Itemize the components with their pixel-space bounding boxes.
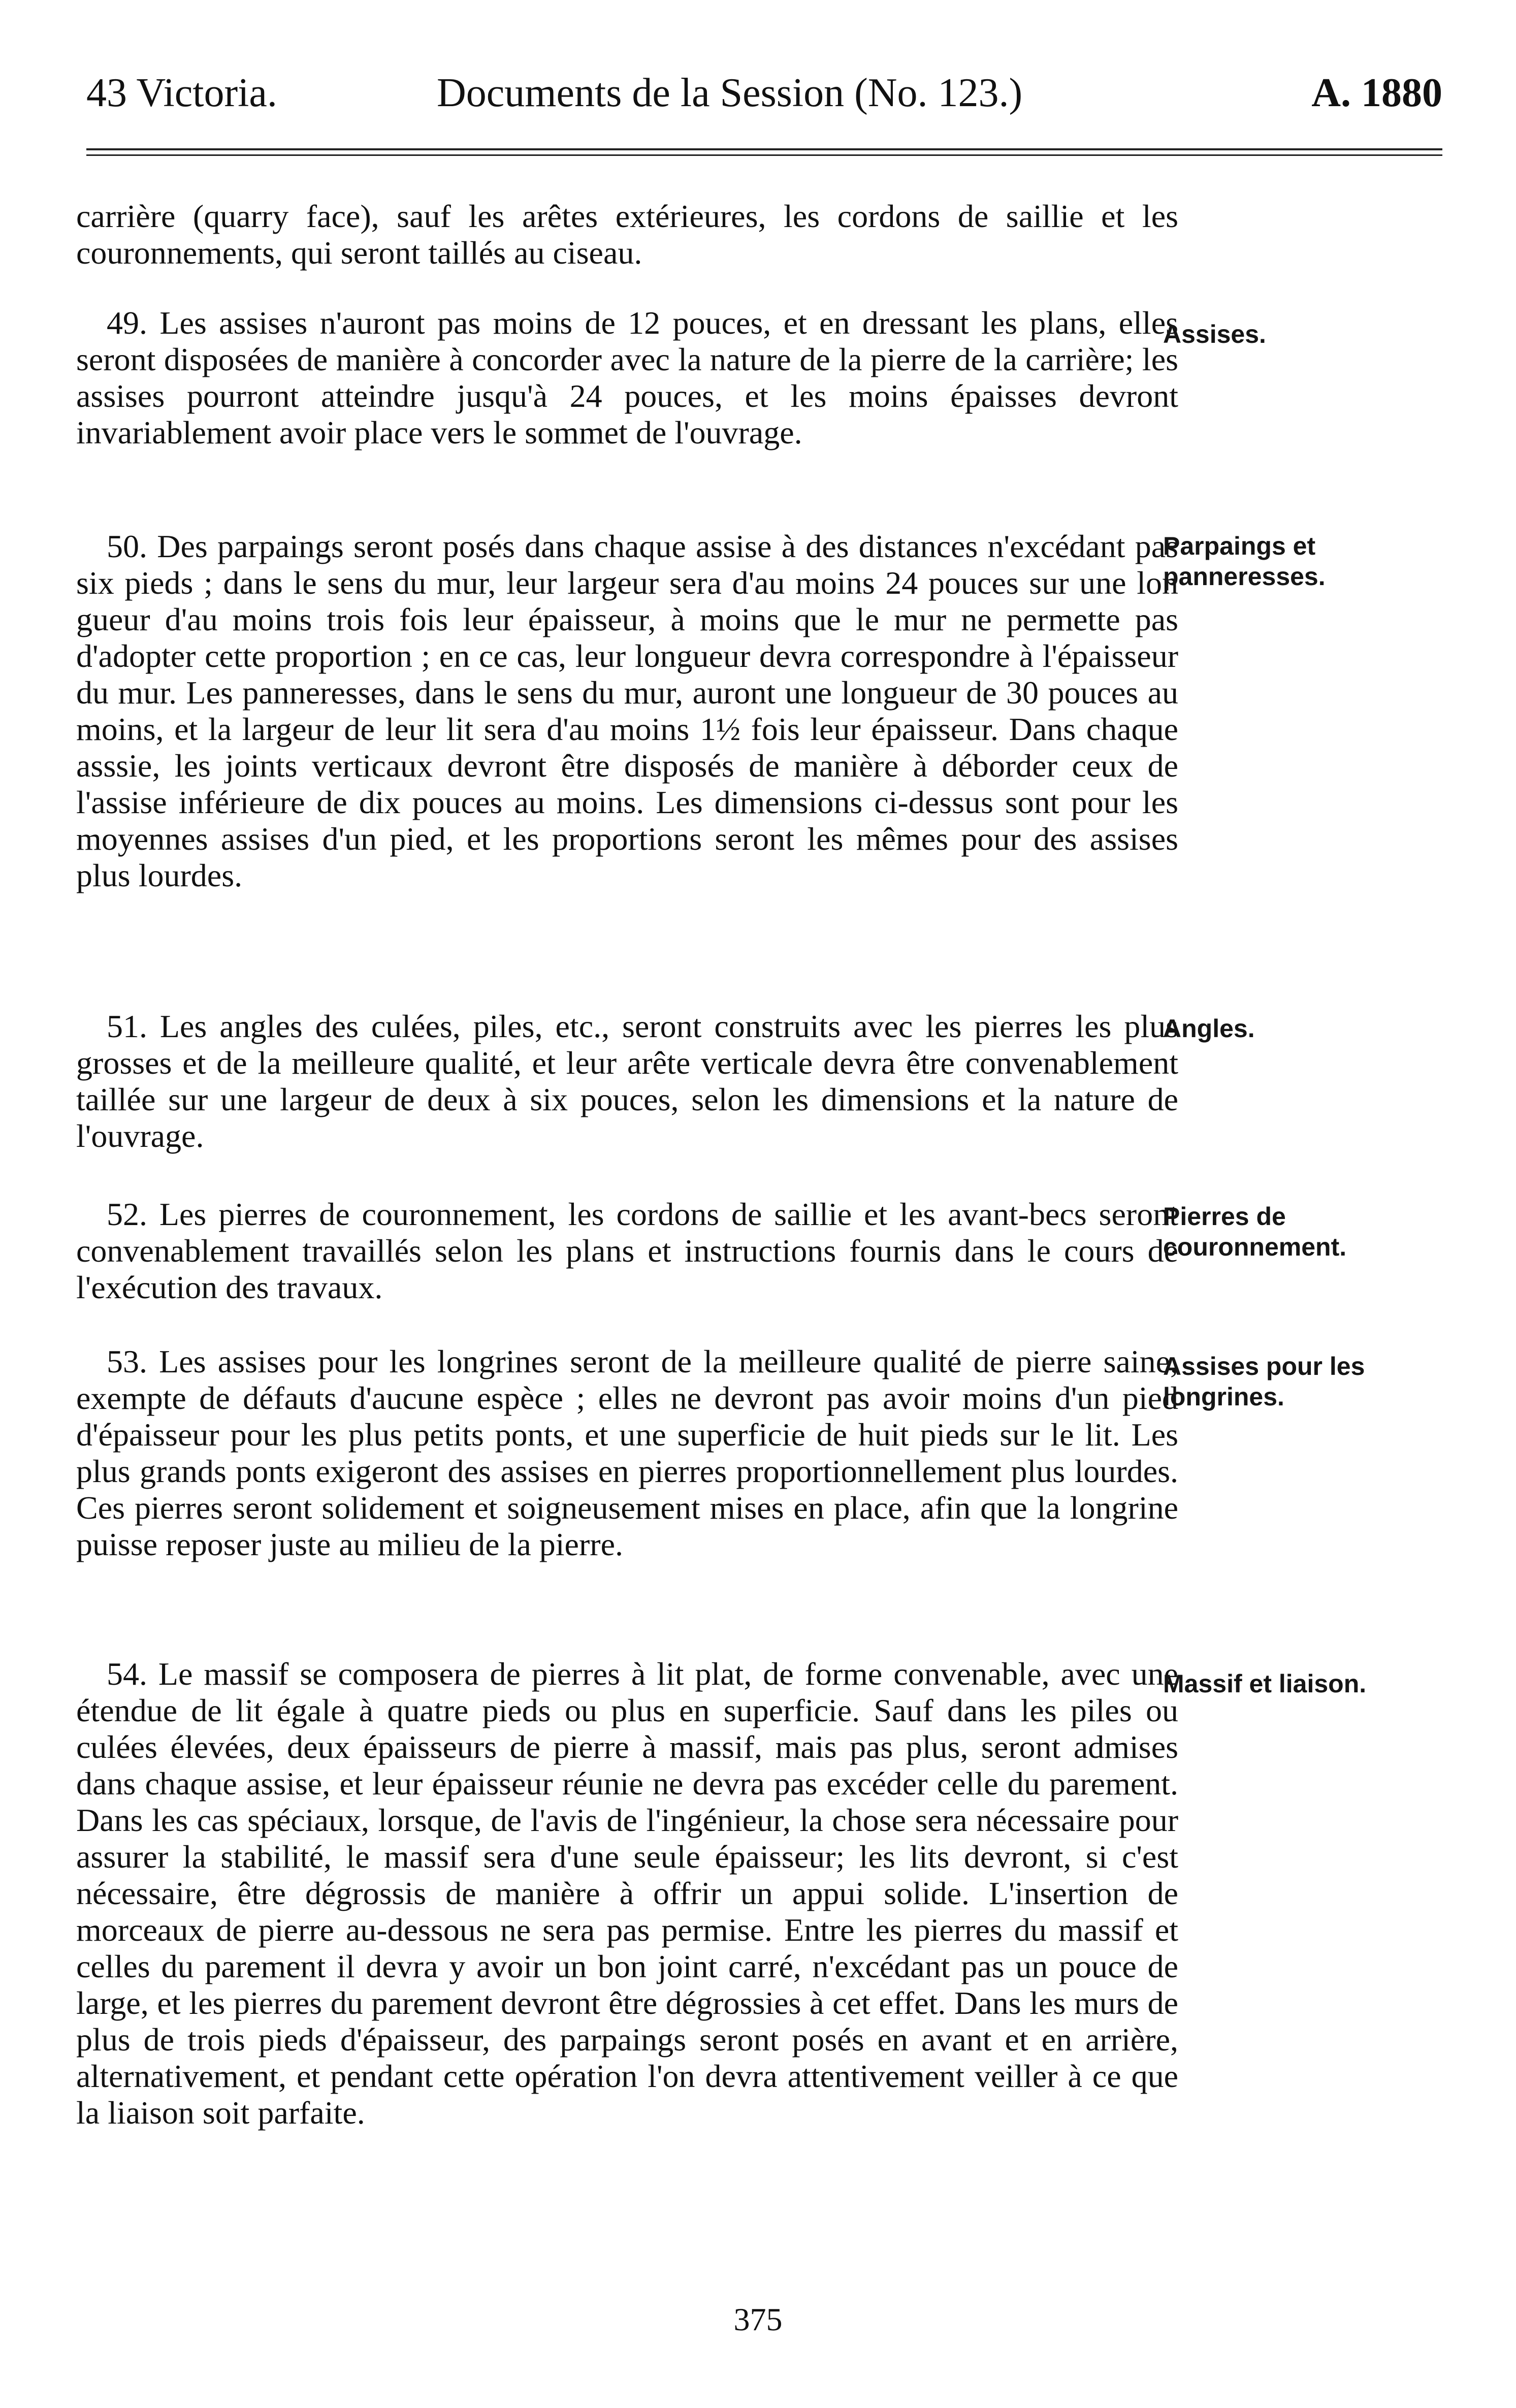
paragraph-54	[76, 1656, 1178, 2131]
paragraph-50	[76, 528, 1178, 894]
paragraph-text: Les assises pour les longrines seront de la meilleure qualité de pierre saine, exempte de défauts d'aucune espèce ; elles ne devront pas avoir moins d'un pied d'épaisseur pour les plus petits ponts, et une superficie de huit pieds sur le lit. Les plus grands ponts exigeront des assises en pierres proportionnellement plus lourdes. Ces pierres seront solidement et soigneusement mises en place, afin que la longrine puisse reposer juste au milieu de la pierre.	[76, 1343, 1179, 1562]
paragraph-text: Les assises n'auront pas moins de 12 pouces, et en dressant les plans, elles seront disposées de manière à concorder avec la nature de la pierre de la carrière; les assises pourront atteindre jusqu'à 24 pouces, et les moins épaisses devront invariablement avoir place vers le sommet de l'ouvrage.	[76, 305, 1179, 451]
margin-note-couronnement: Pierres de couronnement.	[1163, 1202, 1347, 1261]
paragraph-number: 49.	[107, 305, 147, 341]
paragraph-text: carrière (quarry face), sauf les arêtes extérieures, les cordons de saillie et les couronnements, qui seront taillés au ciseau.	[76, 198, 1178, 271]
header-year: 43 Victoria.	[86, 71, 277, 115]
paragraph-text: Le massif se composera de pierres à lit plat, de forme convenable, avec une étendue de lit égale à quatre pieds ou plus en superficie. Sauf dans les piles ou culées élevées, deux épaisseurs de pierre à massif, mais pas plus, seront admises dans chaque assise, et leur épaisseur réunie ne devra pas excéder celle du parement. Dans les cas spéciaux, lorsque, de l'avis de l'ingénieur, la chose sera nécessaire pour assurer la stabilité, le massif sera d'une seule épaisseur; les lits devront, si c'est nécessaire, être dégrossis de manière à offrir un appui solide. L'insertion de morceaux de pierre au-dessous ne sera pas permise. Entre les pierres du massif et celles du parement il devra y avoir un bon joint carré, n'excédant pas un pouce de large, et les pierres du parement devront être dégrossies à cet effet. Dans les murs de plus de trois pieds d'épaisseur, des parpaings seront posés en avant et en arrière, alternativement, et pendant cette opération l'on devra attentivement veiller à ce que la liaison soit parfaite.	[76, 1656, 1179, 2131]
margin-note-parpaings: Parpaings et panneresses.	[1163, 532, 1326, 591]
margin-note-massif: Massif et liaison.	[1163, 1669, 1367, 1698]
running-header	[81, 61, 1442, 122]
paragraph-number: 50.	[107, 528, 147, 564]
paragraph-number: 51.	[107, 1008, 147, 1044]
paragraph-number: 54.	[107, 1656, 147, 1692]
paragraph-text: Les angles des culées, piles, etc., seront construits avec les pierres les plus grosses et de la meilleure qualité, et leur arête verticale devra être convenablement taillée sur une largeur de deux à six pouces, selon les dimensions et la nature de l'ouvrage.	[76, 1008, 1179, 1154]
paragraph-text: Les pierres de couronnement, les cordons de saillie et les avant-becs seront convenablement travaillés selon les plans et instructions fournis dans le cours de l'exécution des travaux.	[76, 1196, 1178, 1305]
header-rule-top	[86, 148, 1442, 150]
paragraph-continuation	[76, 198, 1178, 271]
header-rule-bottom	[86, 154, 1442, 156]
paragraph-text: Des parpaings seront posés dans chaque assise à des distances n'excédant pas six pieds ; dans le sens du mur, leur largeur sera d'au moins 24 pouces sur une lon gueur d'au moins trois fois leur épaisseur, à moins que le mur ne permette pas d'adopter cette proportion ; en ce cas, leur longueur devra correspondre à l'épaisseur du mur. Les panneresses, dans le sens du mur, auront une longueur de 30 pouces au moins, et la largeur de leur lit sera d'au moins 1½ fois leur épaisseur. Dans chaque asssie, les joints verticaux devront être disposés de manière à déborder ceux de l'assise inférieure de dix pouces au moins. Les dimensions ci-dessus sont pour les moyennes assises d'un pied, et les proportions seront les mêmes pour des assises plus lourdes.	[76, 528, 1178, 893]
paragraph-number: 52.	[107, 1196, 147, 1232]
margin-note-longrines: Assises pour les longrines.	[1163, 1352, 1365, 1411]
header-title: Documents de la Session (No. 123.)	[437, 71, 1023, 115]
margin-note-angles: Angles.	[1163, 1014, 1255, 1043]
paragraph-number: 53.	[107, 1343, 147, 1379]
paragraph-51	[76, 1008, 1178, 1154]
margin-note-assises: Assises.	[1163, 320, 1266, 348]
paragraph-49	[76, 305, 1178, 451]
paragraph-53	[76, 1343, 1178, 1563]
header-reference: A. 1880	[1311, 71, 1442, 115]
paragraph-52	[76, 1196, 1178, 1306]
page-number: 375	[733, 2301, 783, 2337]
